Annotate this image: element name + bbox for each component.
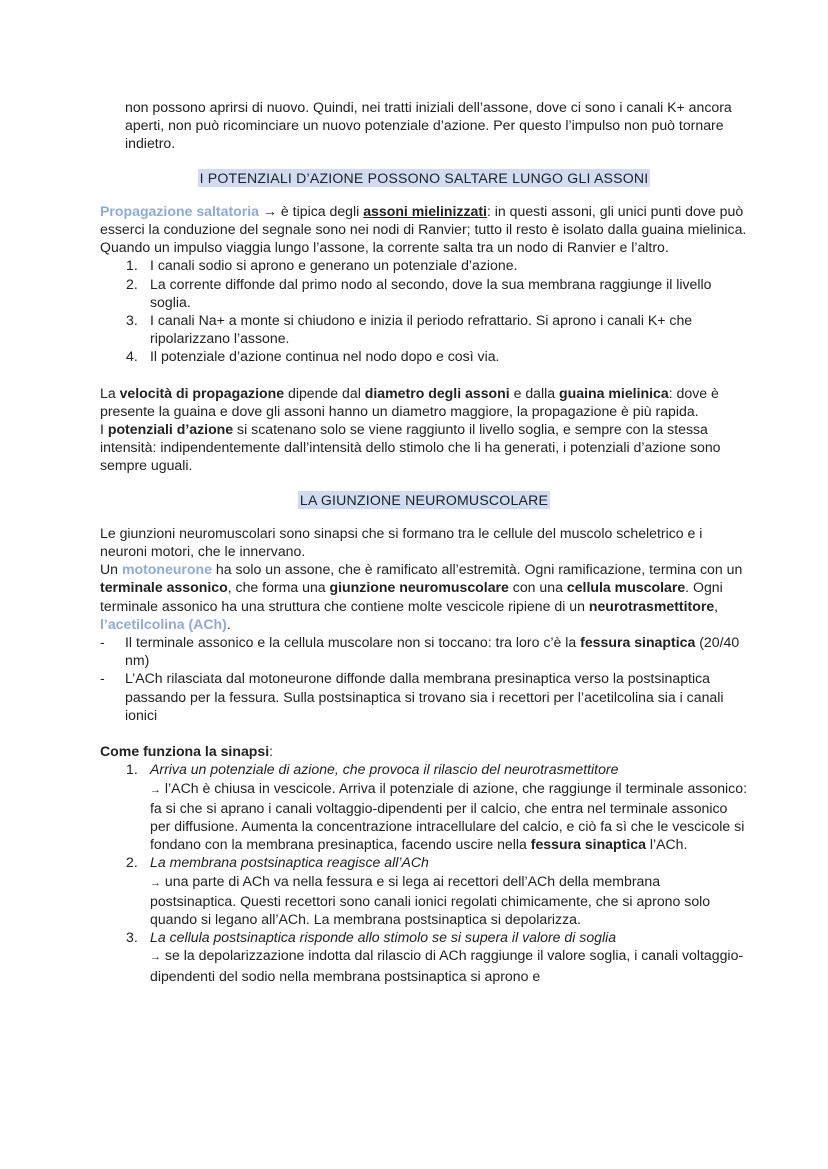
term-potenziali: potenziali d’azione [107,421,234,438]
list-number: 4. [126,348,138,365]
list-item-text: Il potenziale d’azione continua nel nodo dopo e così via. [150,348,500,365]
saltatory-steps-list [100,256,748,365]
dash-marker: - [100,670,105,687]
list-item [100,633,748,669]
list-item [100,311,748,347]
term-fessura-sinaptica: fessura sinaptica [580,634,696,651]
term-propagazione-saltatoria: Propagazione saltatoria [100,202,259,219]
text-fragment: : in questi assoni, gli unici punti dove può esserci la conduzione del segnale sono nei nodi di Ranvier; tutto il resto è isolato dalla guaina mielinica. [100,202,747,238]
term-acetilcolina: l’acetilcolina (ACh) [100,615,227,632]
list-item-text: L’ACh rilasciata dal motoneurone diffonde dalla membrana presinaptica verso la postsinaptica passando per la fessura. Sulla postsinaptica si trovano sia i recettori per l’acetilcolina sia i canali ionici [125,670,724,723]
text-fragment: , che forma una [227,579,330,596]
step-title: La membrana postsinaptica reagisce all’ACh [150,854,429,871]
term-velocita: velocità di propagazione [119,384,285,401]
list-item [100,928,748,985]
section-heading-saltatory: I POTENZIALI D’AZIONE POSSONO SALTARE LUNGO GLI ASSONI [199,169,649,186]
list-item [100,669,748,724]
dash-marker: - [100,634,105,651]
text-fragment: , [714,597,719,614]
term-guaina: guaina mielinica [559,384,669,401]
list-number: 1. [126,761,138,778]
text-fragment: I [100,421,108,438]
section-heading-wrap [100,169,748,187]
text-fragment: con una [508,579,567,596]
text-fragment: se la depolarizzazione indotta dal rilascio di ACh raggiunge il valore soglia, i canali voltaggio-dipendenti del sodio nella membrana postsinaptica si aprono e [150,947,744,984]
action-potential-paragraph [100,420,748,475]
term-terminale-assonico: terminale assonico [100,579,228,596]
saltatory-definition [100,202,748,238]
term-giunzione: giunzione neuromuscolare [329,579,509,596]
list-item-text: La corrente diffonde dal primo nodo al secondo, dove la sua membrana raggiunge il livello soglia. [150,275,712,310]
text-fragment: . [226,615,231,632]
list-item-text: I canali sodio si aprono e generano un potenziale d’azione. [150,257,518,274]
step-title: La cellula postsinaptica risponde allo stimolo se si supera il valore di soglia [150,929,617,946]
arrow-icon: → [150,951,161,964]
spacer [100,724,748,742]
impulse-paragraph: Quando un impulso viaggia lungo l’assone, la corrente salta tra un nodo di Ranvier e l’altro. [100,239,669,256]
text-fragment: ha solo un assone, che è ramificato all’estremità. Ogni ramificazione, termina con un [211,561,743,578]
spacer [100,366,748,384]
list-number: 3. [126,312,138,329]
synapse-title-text: Come funziona la sinapsi [100,743,270,760]
arrow-icon: → [150,876,161,889]
section-heading-neuromuscular: LA GIUNZIONE NEUROMUSCOLARE [299,491,549,508]
text-fragment: . Ogni terminale assonico ha una struttura che contiene molte vescicole ripiene di un [100,579,723,614]
step-title: Arriva un potenziale di azione, che provoca il rilascio del neurotrasmettitore [150,761,619,778]
term-cellula-muscolare: cellula muscolare [566,579,686,596]
term-diametro: diametro degli assoni [364,384,510,401]
term-assoni-mielinizzati: assoni mielinizzati [363,202,487,219]
motoneuron-paragraph [100,560,748,633]
term-motoneurone: motoneurone [121,561,212,578]
text-fragment: una parte di ACh va nella fessura e si lega ai recettori dell’ACh della membrana postsinaptica. Questi recettori sono canali ionici regolati chimicamente, che si aprono solo quando si legano all’ACh. La membrana postsinaptica si depolarizza. [150,872,711,927]
text-fragment: Il terminale assonico e la cellula muscolare non si toccano: tra loro c’è la [125,634,581,651]
arrow-icon: → [150,783,161,796]
list-item [100,347,748,365]
text-fragment: : dove è presente la guaina e dove gli assoni hanno un diametro maggiore, la propagazione è più rapida. [100,384,719,419]
text-fragment: dipende dal [284,384,365,401]
list-number: 1. [126,257,138,274]
list-item-text: I canali Na+ a monte si chiudono e inizia il periodo refrattario. Si aprono i canali K+ che ripolarizzano l’assone. [150,312,693,347]
list-number: 2. [126,854,138,871]
text-fragment: : [269,743,274,760]
term-neurotrasmettitore: neurotrasmettitore [588,597,715,614]
intro-paragraph: non possono aprirsi di nuovo. Quindi, nei tratti iniziali dell’assone, dove ci sono i canali K+ ancora aperti, non può ricominciare un nuovo potenziale d’azione. Per questo l’impulso non può tornare indietro. [125,99,732,152]
text-fragment: e dalla [509,384,560,401]
junction-paragraph: Le giunzioni neuromuscolari sono sinapsi che si formano tra le cellule del muscolo scheletrico e i neuroni motori, che le innervano. [100,524,703,560]
list-item [100,760,748,853]
text-fragment: La [100,384,120,401]
section-heading-wrap [100,491,748,509]
list-item [100,256,748,274]
synapse-title [100,742,748,760]
junction-bullets [100,633,748,724]
term-fessura-sinaptica: fessura sinaptica [530,836,646,853]
list-item [100,275,748,311]
text-fragment: si scatenano solo se viene raggiunto il livello soglia, e sempre con la stessa intensità: indipendentemente dall’intensità dello stimolo che li ha generati, i potenziali d’azione sono sempre uguali. [100,421,721,474]
text-fragment: l’ACh. [645,836,688,853]
list-number: 3. [126,929,138,946]
text-fragment: → è tipica degli [259,202,364,219]
text-fragment: (20/40 nm) [125,634,740,669]
list-item [100,853,748,928]
text-fragment: Un [100,561,122,578]
text-fragment: l’ACh è chiusa in vescicole. Arriva il potenziale di azione, che raggiunge il terminale assonico: fa si che si aprano i canali voltaggio-dipendenti per il calcio, che entra nel terminale assonico per diffusione. Aumenta la concentrazione intracellulare del calcio, e ciò fa sì che le vescicole si fondano con la membrana presinaptica, facendo uscire nella [150,779,747,853]
synapse-steps-list [100,760,748,984]
velocity-paragraph [100,384,748,420]
list-number: 2. [126,275,138,292]
